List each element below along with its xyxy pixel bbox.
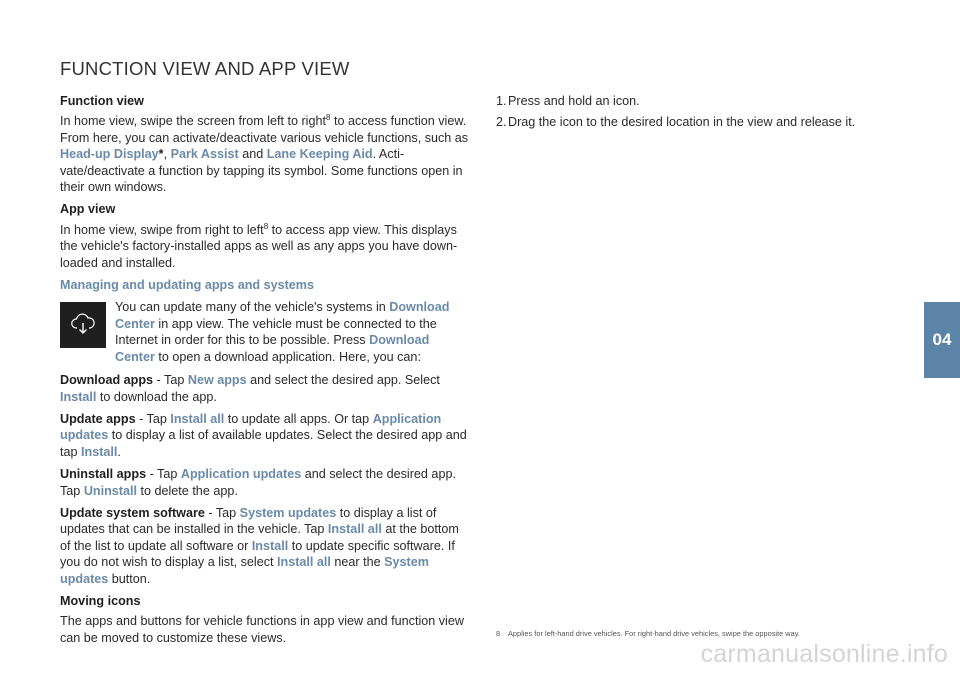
managing-apps-heading: Managing and updating apps and systems (60, 278, 315, 293)
update-apps-paragraph: Update apps - Tap Install all to update all apps. Or tap Application updates to display a list of available updates. Select the desired app and tap Install. (60, 411, 467, 459)
app-view-paragraph: In home view, swipe from right to left$^8$ to access app view. This displays the vehicle's factory-installed apps as well as any apps you have downloaded and installed. (60, 221, 458, 270)
install-link[interactable]: Install (60, 389, 97, 404)
download-center-link-2[interactable]: Download Center (115, 333, 430, 364)
download-apps-paragraph: Download apps - Tap New apps and select the desired app. Select Install to download the app. (60, 373, 440, 404)
install-link[interactable]: Install (251, 538, 289, 553)
list-item: 2. Drag the icon to the desired location in the view and release it. (496, 115, 856, 130)
download-cloud-icon (60, 302, 106, 348)
left-column (60, 93, 470, 652)
managing-apps-paragraph: You can update many of the vehicle's systems in Download Center in app view. The vehicle must be connected to the Internet in order for this to be possible. Press Download Center to open a download application. Here, you can: (60, 299, 470, 365)
right-column (496, 93, 896, 136)
download-center-link[interactable]: Download Center (115, 300, 450, 331)
install-all-link[interactable]: Install all (170, 411, 225, 426)
install-all-link[interactable]: Install all (327, 522, 382, 537)
update-system-paragraph: Update system software - Tap System updates to display a list of updates that can be installed in the vehicle. Tap Install all at the bottom of the list to update all software or Install to update specific software. If you do not wish to display a list, select Install all near the System updates button. (60, 505, 459, 586)
page-title: FUNCTION VIEW AND APP VIEW (60, 58, 350, 79)
function-view-heading: Function view (60, 94, 144, 108)
moving-icons-heading: Moving icons (60, 593, 141, 608)
function-view-paragraph: In home view, swipe the screen from left to right$^8$ to access function view. From here, you can activate/deactivate various vehicle functions, such as Head-up Display*, Park Assist and Lane Keeping Aid. Activate/deactivate a function by tapping its symbol. Some functions open in their own windows. (60, 113, 469, 195)
lane-keeping-aid-link[interactable]: Lane Keeping Aid (266, 147, 373, 162)
list-item: 1. Press and hold an icon. (496, 94, 640, 108)
install-link[interactable]: Install (81, 444, 118, 459)
install-all-link[interactable]: Install all (277, 555, 331, 570)
application-updates-link[interactable]: Application updates (60, 411, 442, 443)
park-assist-link[interactable]: Park Assist (170, 147, 239, 162)
head-up-display-link[interactable]: Head-up Display (60, 147, 159, 162)
uninstall-apps-paragraph: Uninstall apps - Tap Application updates and select the desired app. Tap Uninstall to delete the app. (60, 467, 456, 498)
new-apps-link[interactable]: New apps (187, 373, 247, 388)
app-view-heading: App view (60, 202, 116, 217)
steps-list (496, 93, 896, 131)
moving-icons-paragraph: The apps and buttons for vehicle functions in app view and function view can be moved to customize these views. (60, 614, 464, 645)
watermark: carmanualsonline.info (700, 640, 948, 668)
application-updates-link[interactable]: Application updates (180, 467, 302, 482)
system-updates-link[interactable]: System updates (60, 555, 429, 586)
footnote: 8 Applies for left-hand drive vehicles. For right-hand drive vehicles, swipe the opposite way. (496, 629, 800, 638)
system-updates-link[interactable]: System updates (239, 505, 337, 520)
chapter-tab: 04 (924, 302, 960, 378)
uninstall-link[interactable]: Uninstall (83, 483, 137, 498)
